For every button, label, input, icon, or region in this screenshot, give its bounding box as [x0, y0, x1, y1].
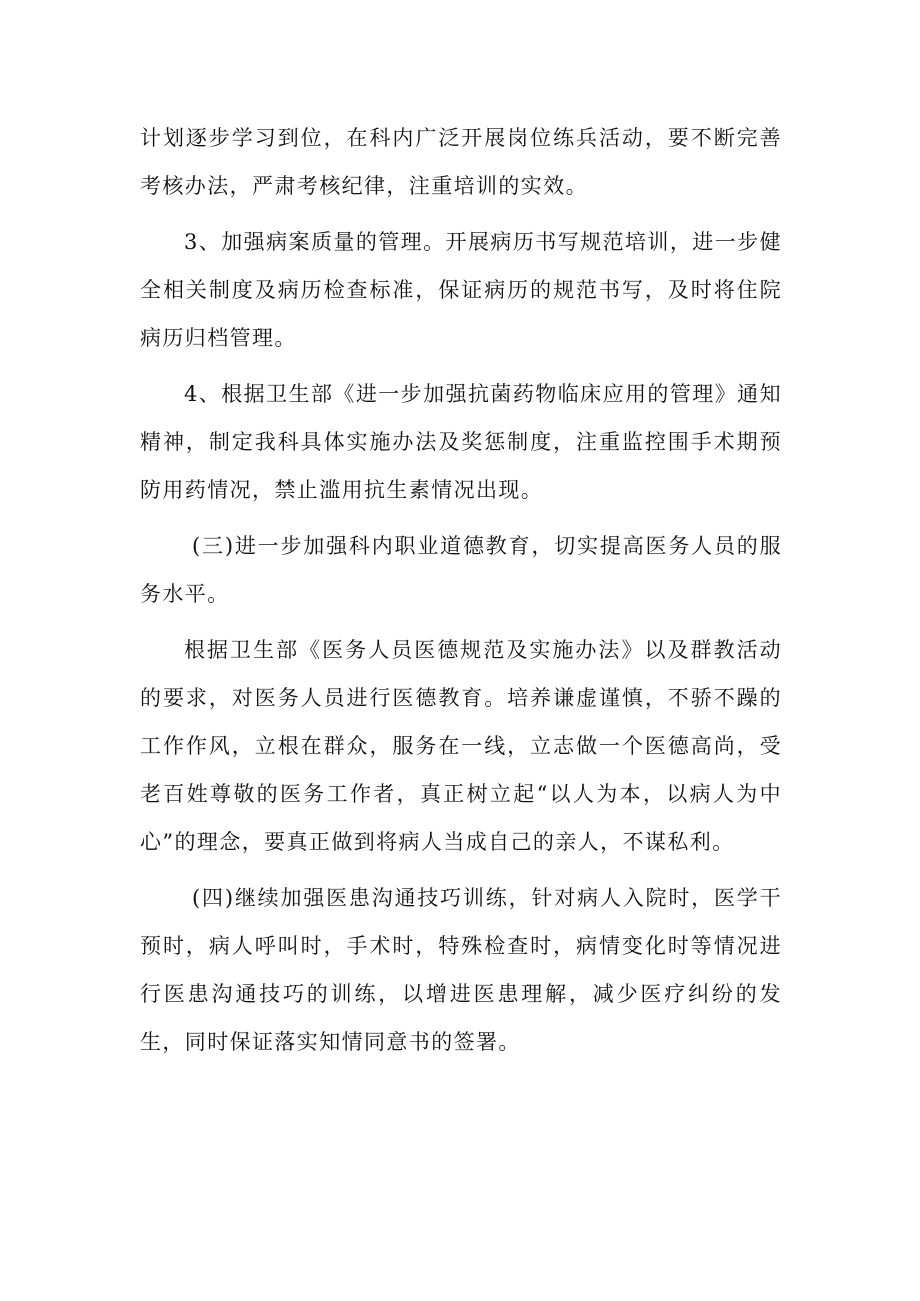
paragraph-item-4: 4、根据卫生部《进一步加强抗菌药物临床应用的管理》通知精神，制定我科具体实施办法及奖惩制度，注重监控围手术期预防用药情况，禁止滥用抗生素情况出现。	[140, 382, 782, 502]
paragraph-section-4: (四)继续加强医患沟通技巧训练，针对病人入院时，医学干预时，病人呼叫时，手术时，特殊检查时，病情变化时等情况进行医患沟通技巧的训练，以增进医患理解，减少医疗纠纷的发生，同时保证落实知情同意书的签署。	[140, 886, 782, 1054]
section-3-heading: (三)进一步加强科内职业道德教育，切实提高医务人员的服务水平。	[140, 534, 782, 606]
paragraph-section-3-body: 根据卫生部《医务人员医德规范及实施办法》以及群教活动的要求，对医务人员进行医德教育。培养谦虚谨慎，不骄不躁的工作作风，立根在群众，服务在一线，立志做一个医德高尚，受老百姓尊敬的医务工作者，真正树立起“以人为本，以病人为中心”的理念，要真正做到将病人当成自己的亲人，不谋私利。	[140, 638, 782, 854]
paragraph-continuation: 计划逐步学习到位，在科内广泛开展岗位练兵活动，要不断完善考核办法，严肃考核纪律，注重培训的实效。	[140, 126, 782, 198]
paragraph-item-3: 3、加强病案质量的管理。开展病历书写规范培训，进一步健全相关制度及病历检查标准，保证病历的规范书写，及时将住院病历归档管理。	[140, 230, 782, 350]
document-body	[140, 114, 782, 1066]
